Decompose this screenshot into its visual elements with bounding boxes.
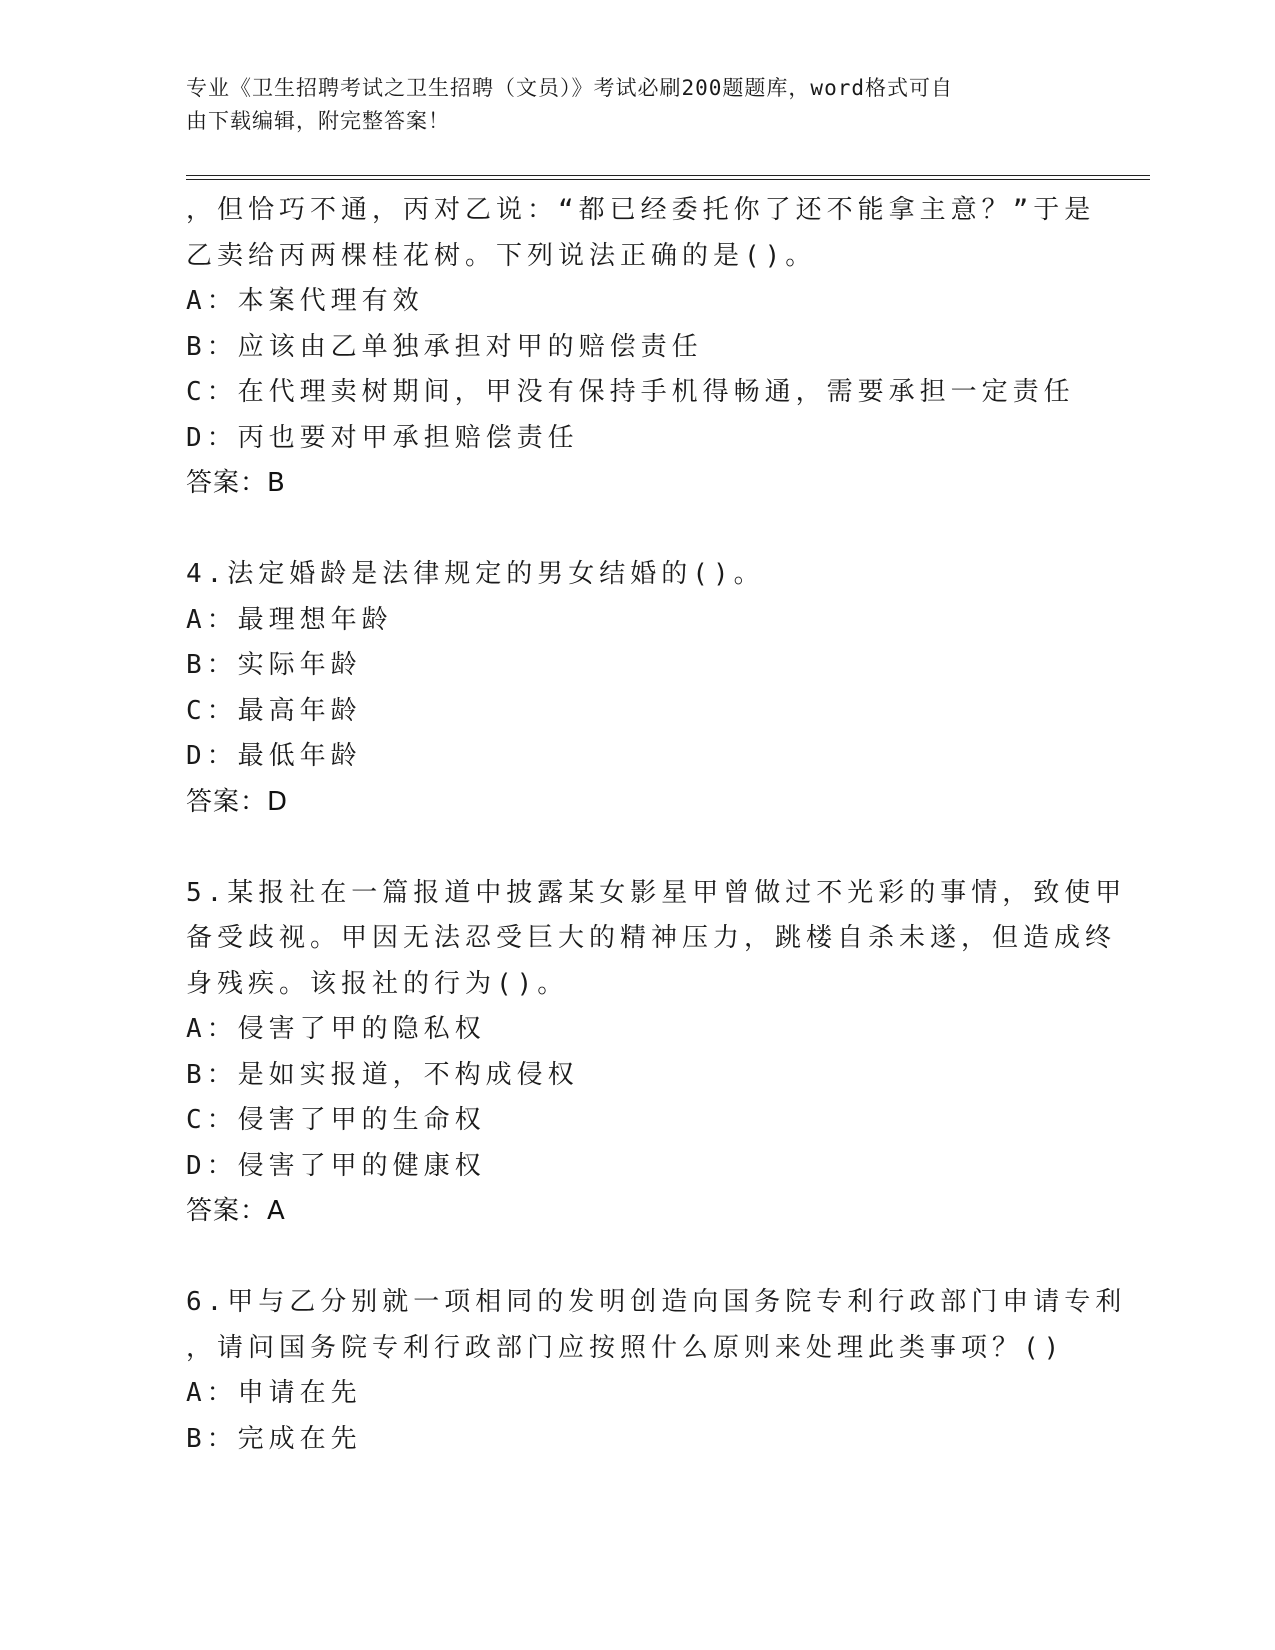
question-stem-line: 乙卖给丙两棵桂花树。下列说法正确的是()。 (186, 240, 817, 271)
header-divider (186, 175, 1150, 180)
option-a: A：申请在先 (186, 1378, 362, 1408)
question-5 (186, 871, 1127, 1235)
option-d: D：最低年龄 (186, 741, 362, 771)
answer-line: 答案：D (186, 786, 289, 817)
option-b: B：应该由乙单独承担对甲的赔偿责任 (186, 331, 703, 362)
option-b: B：是如实报道，不构成侵权 (186, 1059, 579, 1090)
answer-line: 答案：A (186, 1196, 286, 1226)
option-a: A：侵害了甲的隐私权 (186, 1014, 486, 1044)
option-c: C：最高年龄 (186, 695, 362, 726)
question-stem-line: 5.某报社在一篇报道中披露某女影星甲曾做过不光彩的事情，致使甲 (186, 877, 1127, 908)
option-d: D：侵害了甲的健康权 (186, 1150, 486, 1181)
question-3 (186, 188, 1096, 507)
option-a: A：最理想年龄 (186, 604, 393, 635)
option-b: B：实际年龄 (186, 650, 362, 680)
question-4 (186, 552, 1086, 825)
spacer (186, 825, 1086, 871)
spacer (186, 1235, 1086, 1281)
question-stem-line: 备受歧视。甲因无法忍受巨大的精神压力，跳楼自杀未遂，但造成终 (186, 923, 1117, 953)
header-title-line-1: 专业《卫生招聘考试之卫生招聘（文员）》考试必刷200题题库，word格式可自 (186, 76, 953, 100)
answer-line: 答案：B (186, 468, 286, 498)
question-list (186, 188, 1127, 1462)
option-a: A：本案代理有效 (186, 286, 424, 316)
question-stem-line: ，请问国务院专利行政部门应按照什么原则来处理此类事项？() (186, 1332, 1065, 1363)
document-header (186, 72, 1066, 138)
option-d: D：丙也要对甲承担赔偿责任 (186, 422, 579, 453)
question-stem-line: 4.法定婚龄是法律规定的男女结婚的()。 (186, 559, 765, 589)
option-c: C：在代理卖树期间，甲没有保持手机得畅通，需要承担一定责任 (186, 377, 1075, 407)
header-title-line-2: 由下载编辑，附完整答案！ (186, 109, 450, 133)
spacer (186, 507, 1086, 553)
option-b: B：完成在先 (186, 1423, 362, 1454)
question-stem-line: ，但恰巧不通，丙对乙说：“都已经委托你了还不能拿主意？”于是 (186, 195, 1096, 225)
option-c: C：侵害了甲的生命权 (186, 1105, 486, 1135)
question-6 (186, 1280, 1127, 1462)
question-stem-line: 6.甲与乙分别就一项相同的发明创造向国务院专利行政部门申请专利 (186, 1287, 1127, 1317)
question-stem-line: 身残疾。该报社的行为()。 (186, 968, 569, 999)
